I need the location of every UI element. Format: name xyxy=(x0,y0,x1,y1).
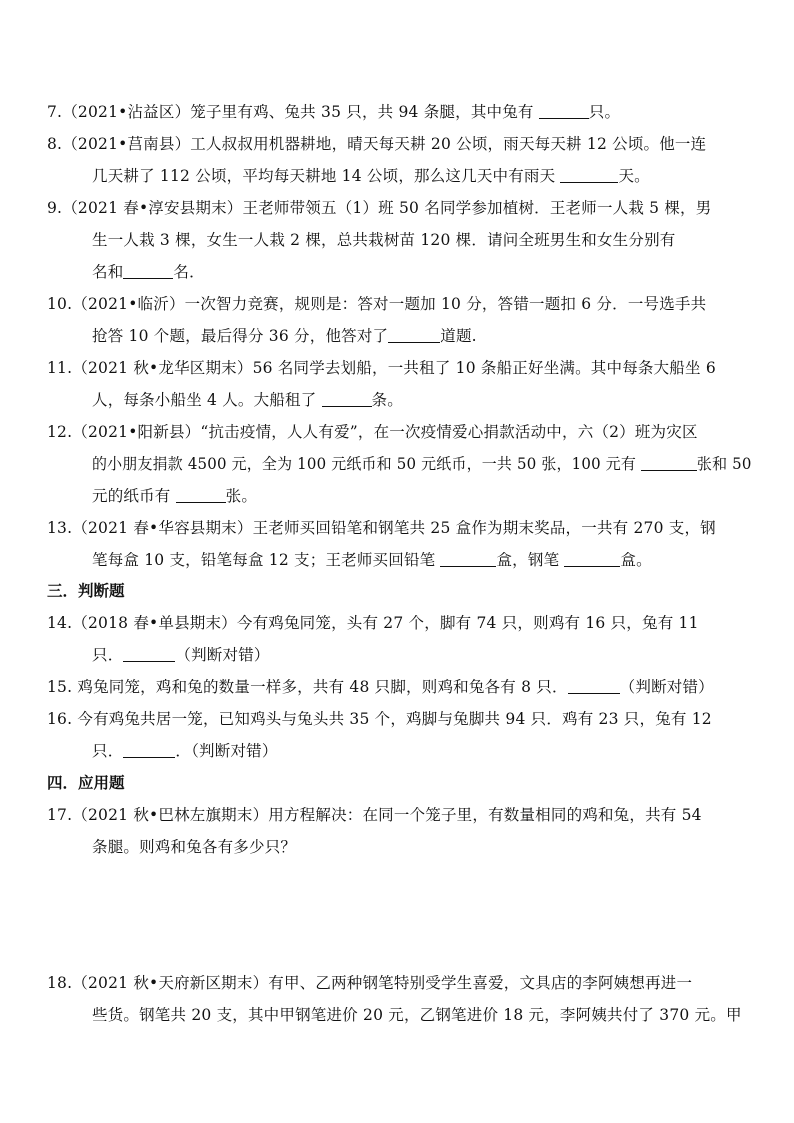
question-16-line-2 xyxy=(92,741,278,761)
question-16-line-1: 16. 今有鸡兔共居一笼，已知鸡头与兔头共 35 个，鸡脚与兔脚共 94 只．鸡有 23 只，兔有 12 xyxy=(47,710,712,728)
question-8-suffix: 天。 xyxy=(618,167,650,185)
question-13-suffix: 盒。 xyxy=(620,551,652,569)
question-12-line-1: 12.（2021•阳新县）“抗击疫情，人人有爱”，在一次疫情爱心捐款活动中，六（2）班为灾区 xyxy=(47,423,698,441)
question-17-line-2: 条腿。则鸡和兔各有多少只？ xyxy=(92,838,297,856)
answer-blank[interactable] xyxy=(322,391,372,407)
answer-blank[interactable] xyxy=(440,551,496,567)
question-13-line-1: 13.（2021 春•华容县期末）王老师买回铅笔和钢笔共 25 盒作为期末奖品，一共有 270 支，钢 xyxy=(47,519,716,537)
question-12-mid: 张和 50 xyxy=(696,455,752,473)
question-13-text: 笔每盒 10 支，铅笔每盒 12 支；王老师买回铅笔 xyxy=(92,551,441,569)
question-8-line-1: 8.（2021•莒南县）工人叔叔用机器耕地，晴天每天耕 20 公顷，雨天每天耕 12 公顷。他一连 xyxy=(47,135,707,153)
question-10-line-1: 10.（2021•临沂）一次智力竞赛，规则是：答对一题加 10 分，答错一题扣 6 分．一号选手共 xyxy=(47,295,707,313)
question-13-line-2 xyxy=(92,550,652,570)
question-10-suffix: 道题. xyxy=(440,327,477,345)
question-7 xyxy=(47,102,620,122)
question-14-line-2 xyxy=(92,645,270,665)
question-8-line-2 xyxy=(92,166,650,186)
question-17-line-1: 17.（2021 秋•巴林左旗期末）用方程解决：在同一个笼子里，有数量相同的鸡和兔，共有 54 xyxy=(47,806,702,824)
question-11-text: 人，每条小船坐 4 人。大船租了 xyxy=(92,391,322,409)
question-14-text: 只． xyxy=(92,646,124,664)
question-16-suffix: ．（判断对错） xyxy=(175,742,278,760)
answer-blank[interactable] xyxy=(539,103,589,119)
question-14-suffix: （判断对错） xyxy=(175,646,270,664)
section-heading-application: 四．应用题 xyxy=(47,773,125,792)
answer-blank[interactable] xyxy=(123,646,175,662)
question-9-suffix: 名． xyxy=(173,263,205,281)
answer-blank[interactable] xyxy=(641,455,697,471)
section-heading-judgment: 三．判断题 xyxy=(47,581,125,600)
answer-blank[interactable] xyxy=(388,327,440,343)
question-12-text: 的小朋友捐款 4500 元，全为 100 元纸币和 50 元纸币，一共 50 张，100 元有 xyxy=(92,455,641,473)
question-10-text: 抢答 10 个题，最后得分 36 分，他答对了 xyxy=(92,327,389,345)
question-7-text: 7.（2021•沾益区）笼子里有鸡、兔共 35 只，共 94 条腿，其中兔有 xyxy=(47,103,539,121)
question-15-suffix: （判断对错） xyxy=(619,678,714,696)
question-13-mid: 盒，钢笔 xyxy=(496,551,565,569)
question-11-suffix: 条。 xyxy=(371,391,403,409)
question-16-text: 只． xyxy=(92,742,124,760)
question-11-line-2 xyxy=(92,390,403,410)
question-12-line-2 xyxy=(92,454,752,474)
question-9-text: 名和 xyxy=(92,263,124,281)
question-18-line-2: 些货。钢笔共 20 支，其中甲钢笔进价 20 元，乙钢笔进价 18 元，李阿姨共付了 370 元。甲 xyxy=(92,1006,742,1024)
answer-blank[interactable] xyxy=(176,487,226,503)
question-9-line-1: 9.（2021 春•淳安县期末）王老师带领五（1）班 50 名同学参加植树．王老师一人栽 5 棵，男 xyxy=(47,199,712,217)
question-8-text: 几天耕了 112 公顷，平均每天耕地 14 公顷，那么这几天中有雨天 xyxy=(92,167,561,185)
question-15 xyxy=(47,677,714,697)
answer-blank[interactable] xyxy=(123,263,173,279)
answer-blank[interactable] xyxy=(564,551,620,567)
question-12-text-2: 元的纸币有 xyxy=(92,487,176,505)
question-14-line-1: 14.（2018 春•单县期末）今有鸡兔同笼，头有 27 个，脚有 74 只，则鸡有 16 只，兔有 11 xyxy=(47,614,699,632)
answer-blank[interactable] xyxy=(560,167,618,183)
question-7-suffix: 只。 xyxy=(588,103,621,121)
question-9-line-2: 生一人栽 3 棵，女生一人栽 2 棵，总共栽树苗 120 棵．请问全班男生和女生分别有 xyxy=(92,231,676,249)
answer-blank[interactable] xyxy=(568,678,620,694)
question-18-line-1: 18.（2021 秋•天府新区期末）有甲、乙两种钢笔特别受学生喜爱，文具店的李阿姨想再进一 xyxy=(47,974,693,992)
question-12-suffix: 张。 xyxy=(225,487,258,505)
question-9-line-3 xyxy=(92,262,205,282)
question-12-line-3 xyxy=(92,486,257,506)
question-15-text: 15. 鸡兔同笼，鸡和兔的数量一样多，共有 48 只脚，则鸡和兔各有 8 只． xyxy=(47,678,568,696)
answer-blank[interactable] xyxy=(123,742,175,758)
question-11-line-1: 11.（2021 秋•龙华区期末）56 名同学去划船，一共租了 10 条船正好坐满。其中每条大船坐 6 xyxy=(47,359,716,377)
question-10-line-2 xyxy=(92,326,477,346)
